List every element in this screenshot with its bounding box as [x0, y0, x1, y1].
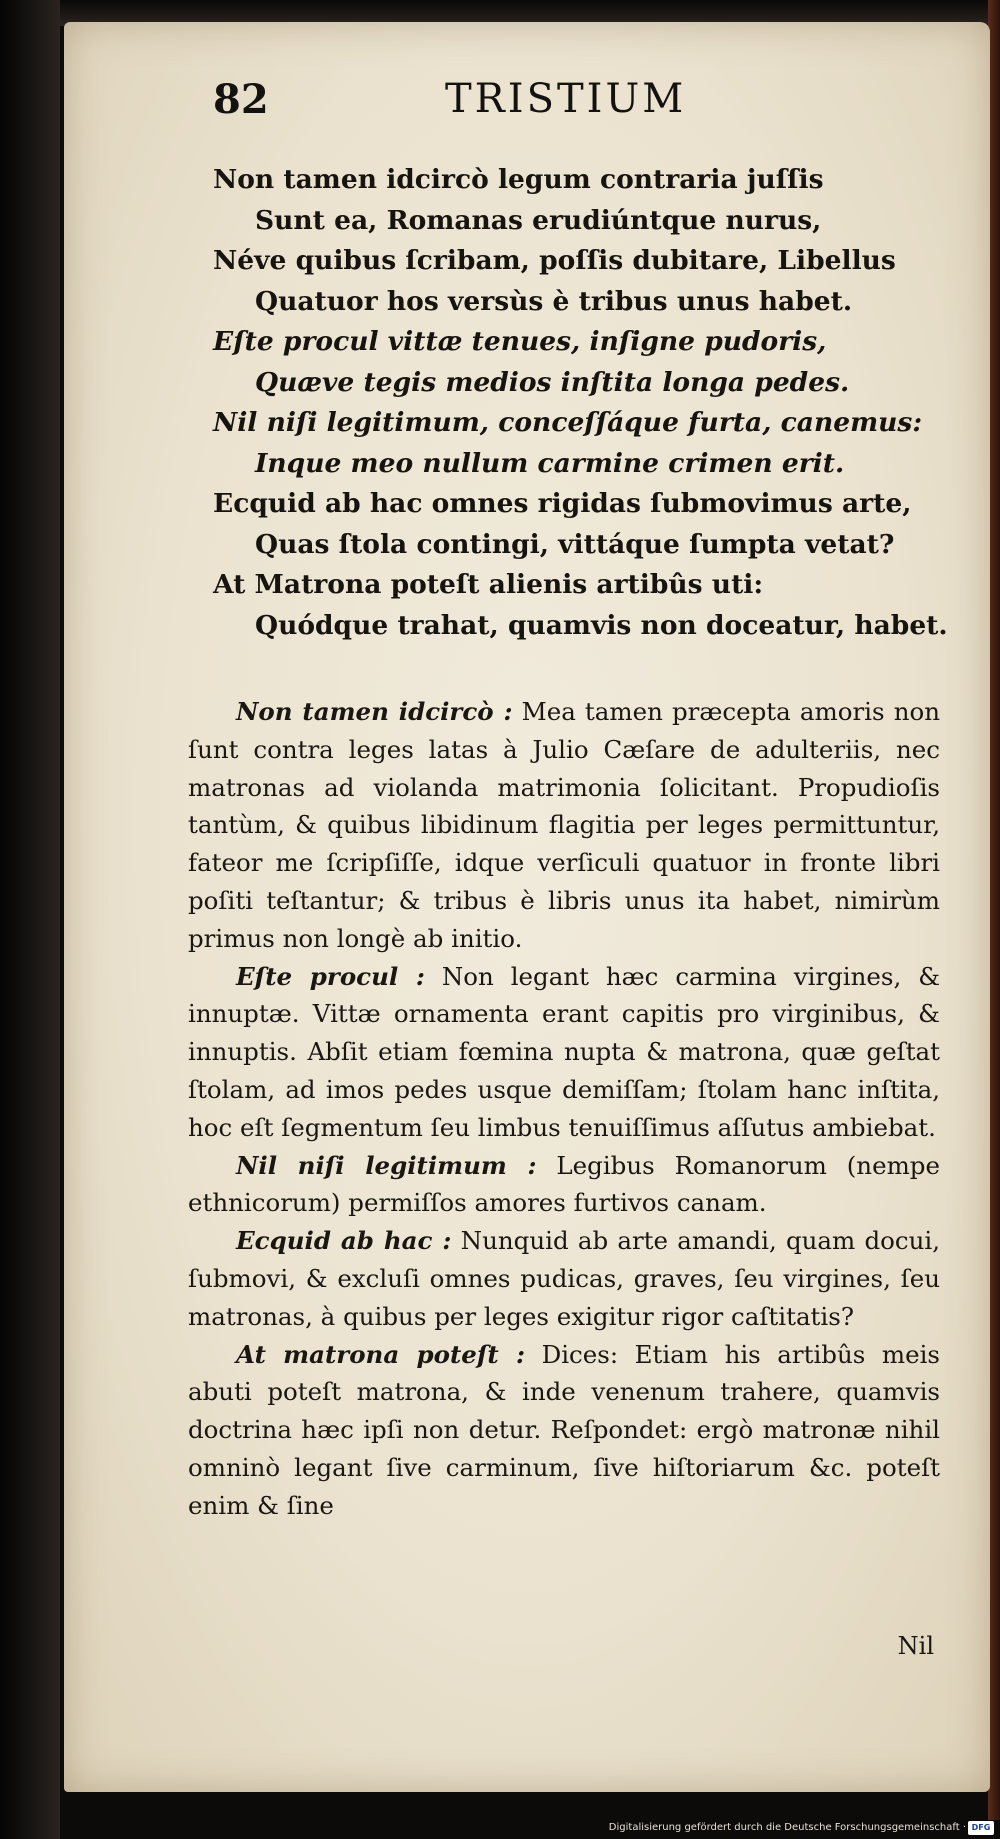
gloss-text: Legibus Romanorum (nempe ethnicorum) permiſſos amores furtivos canam.	[188, 1150, 940, 1218]
verse-line: Sunt ea, Romanas erudiúntque nurus,	[255, 204, 822, 236]
commentary-paragraph	[188, 693, 940, 958]
gloss-text: Non legant hæc carmina virgines, & innuptæ. Vittæ ornamenta erant capitis pro virginibus, & innuptis. Abſit etiam fœmina nupta & matrona, quæ geſtat ſtolam, ad imos pedes usque demiſſam; ſtolam hanc inſtita, hoc eſt ſegmentum ſeu limbus tenuiſſimus aſſutus ambiebat.	[188, 961, 940, 1142]
book-binding-edge	[0, 0, 60, 1839]
gloss-text: Nunquid ab arte amandi, quam docui, ſubmovi, & excluſi omnes pudicas, graves, ſeu virgines, ſeu matronas, à quibus per leges exigitur rigor caſtitatis?	[188, 1226, 941, 1331]
page-number: 82	[213, 76, 269, 123]
verse-line: Nil niſi legitimum, conceſſáque furta, canemus:	[213, 407, 923, 438]
lemma: Ecquid ab hac :	[236, 1226, 452, 1256]
commentary-paragraph	[188, 1336, 940, 1525]
lemma: At matrona poteſt :	[236, 1339, 526, 1369]
verse-line: Néve quibus ſcribam, poſſis dubitare, Libellus	[213, 245, 896, 276]
running-title: TRISTIUM	[445, 76, 687, 122]
lemma: Eſte procul :	[236, 961, 425, 991]
verse-line: Quæve tegis medios inſtita longa pedes.	[255, 366, 850, 398]
commentary-paragraph	[188, 1222, 940, 1335]
verse-line: Non tamen idcircò legum contraria juſſis	[213, 164, 824, 195]
verse-line: Eſte procul vittæ tenues, inſigne pudoris,	[213, 326, 827, 357]
verse-line: Quas ſtola contingi, vittáque ſumpta vetat?	[255, 528, 895, 560]
verse-line: Ecquid ab hac omnes rigidas ſubmovimus arte,	[213, 488, 912, 519]
commentary	[188, 693, 940, 1525]
lemma: Non tamen idcircò :	[236, 697, 513, 726]
verse-line: Quódque trahat, quamvis non doceatur, habet.	[255, 609, 948, 641]
verse-line: Inque meo nullum carmine crimen erit.	[255, 447, 845, 479]
gloss-text: Mea tamen præcepta amoris non ſunt contra leges latas à Julio Cæſare de adulteriis, nec matronas ad violanda matrimonia ſolicitant. Propudioſis tantùm, & quibus libidinum flagitia per leges permittuntur, fateor me ſcripſiſſe, idque verſiculi quatuor in fronte libri poſiti teſtantur; & tribus è libris unus ita habet, nimirùm primus non longè ab initio.	[188, 697, 941, 953]
dfg-logo-icon: DFG	[968, 1821, 994, 1835]
verse-line: At Matrona poteſt alienis artibûs uti:	[213, 569, 764, 600]
funding-credit: Digitalisierung gefördert durch die Deutsche Forschungsgemeinschaft ·	[608, 1822, 966, 1833]
catchword: Nil	[897, 1632, 934, 1660]
lemma: Nil niſi legitimum :	[236, 1150, 537, 1180]
commentary-paragraph	[188, 958, 940, 1147]
commentary-paragraph	[188, 1147, 940, 1223]
poem-verses	[213, 160, 973, 646]
gloss-text: Dices: Etiam his artibûs meis abuti poteſt matrona, & inde venenum trahere, quamvis doctrina hæc ipſi non detur. Reſpondet: ergò matronæ nihil omninò legant ſive carminum, ſive hiſtoriarum &c. poteſt enim & ſine	[188, 1339, 940, 1520]
page-header	[213, 76, 773, 136]
verse-line: Quatuor hos versùs è tribus unus habet.	[255, 285, 853, 317]
